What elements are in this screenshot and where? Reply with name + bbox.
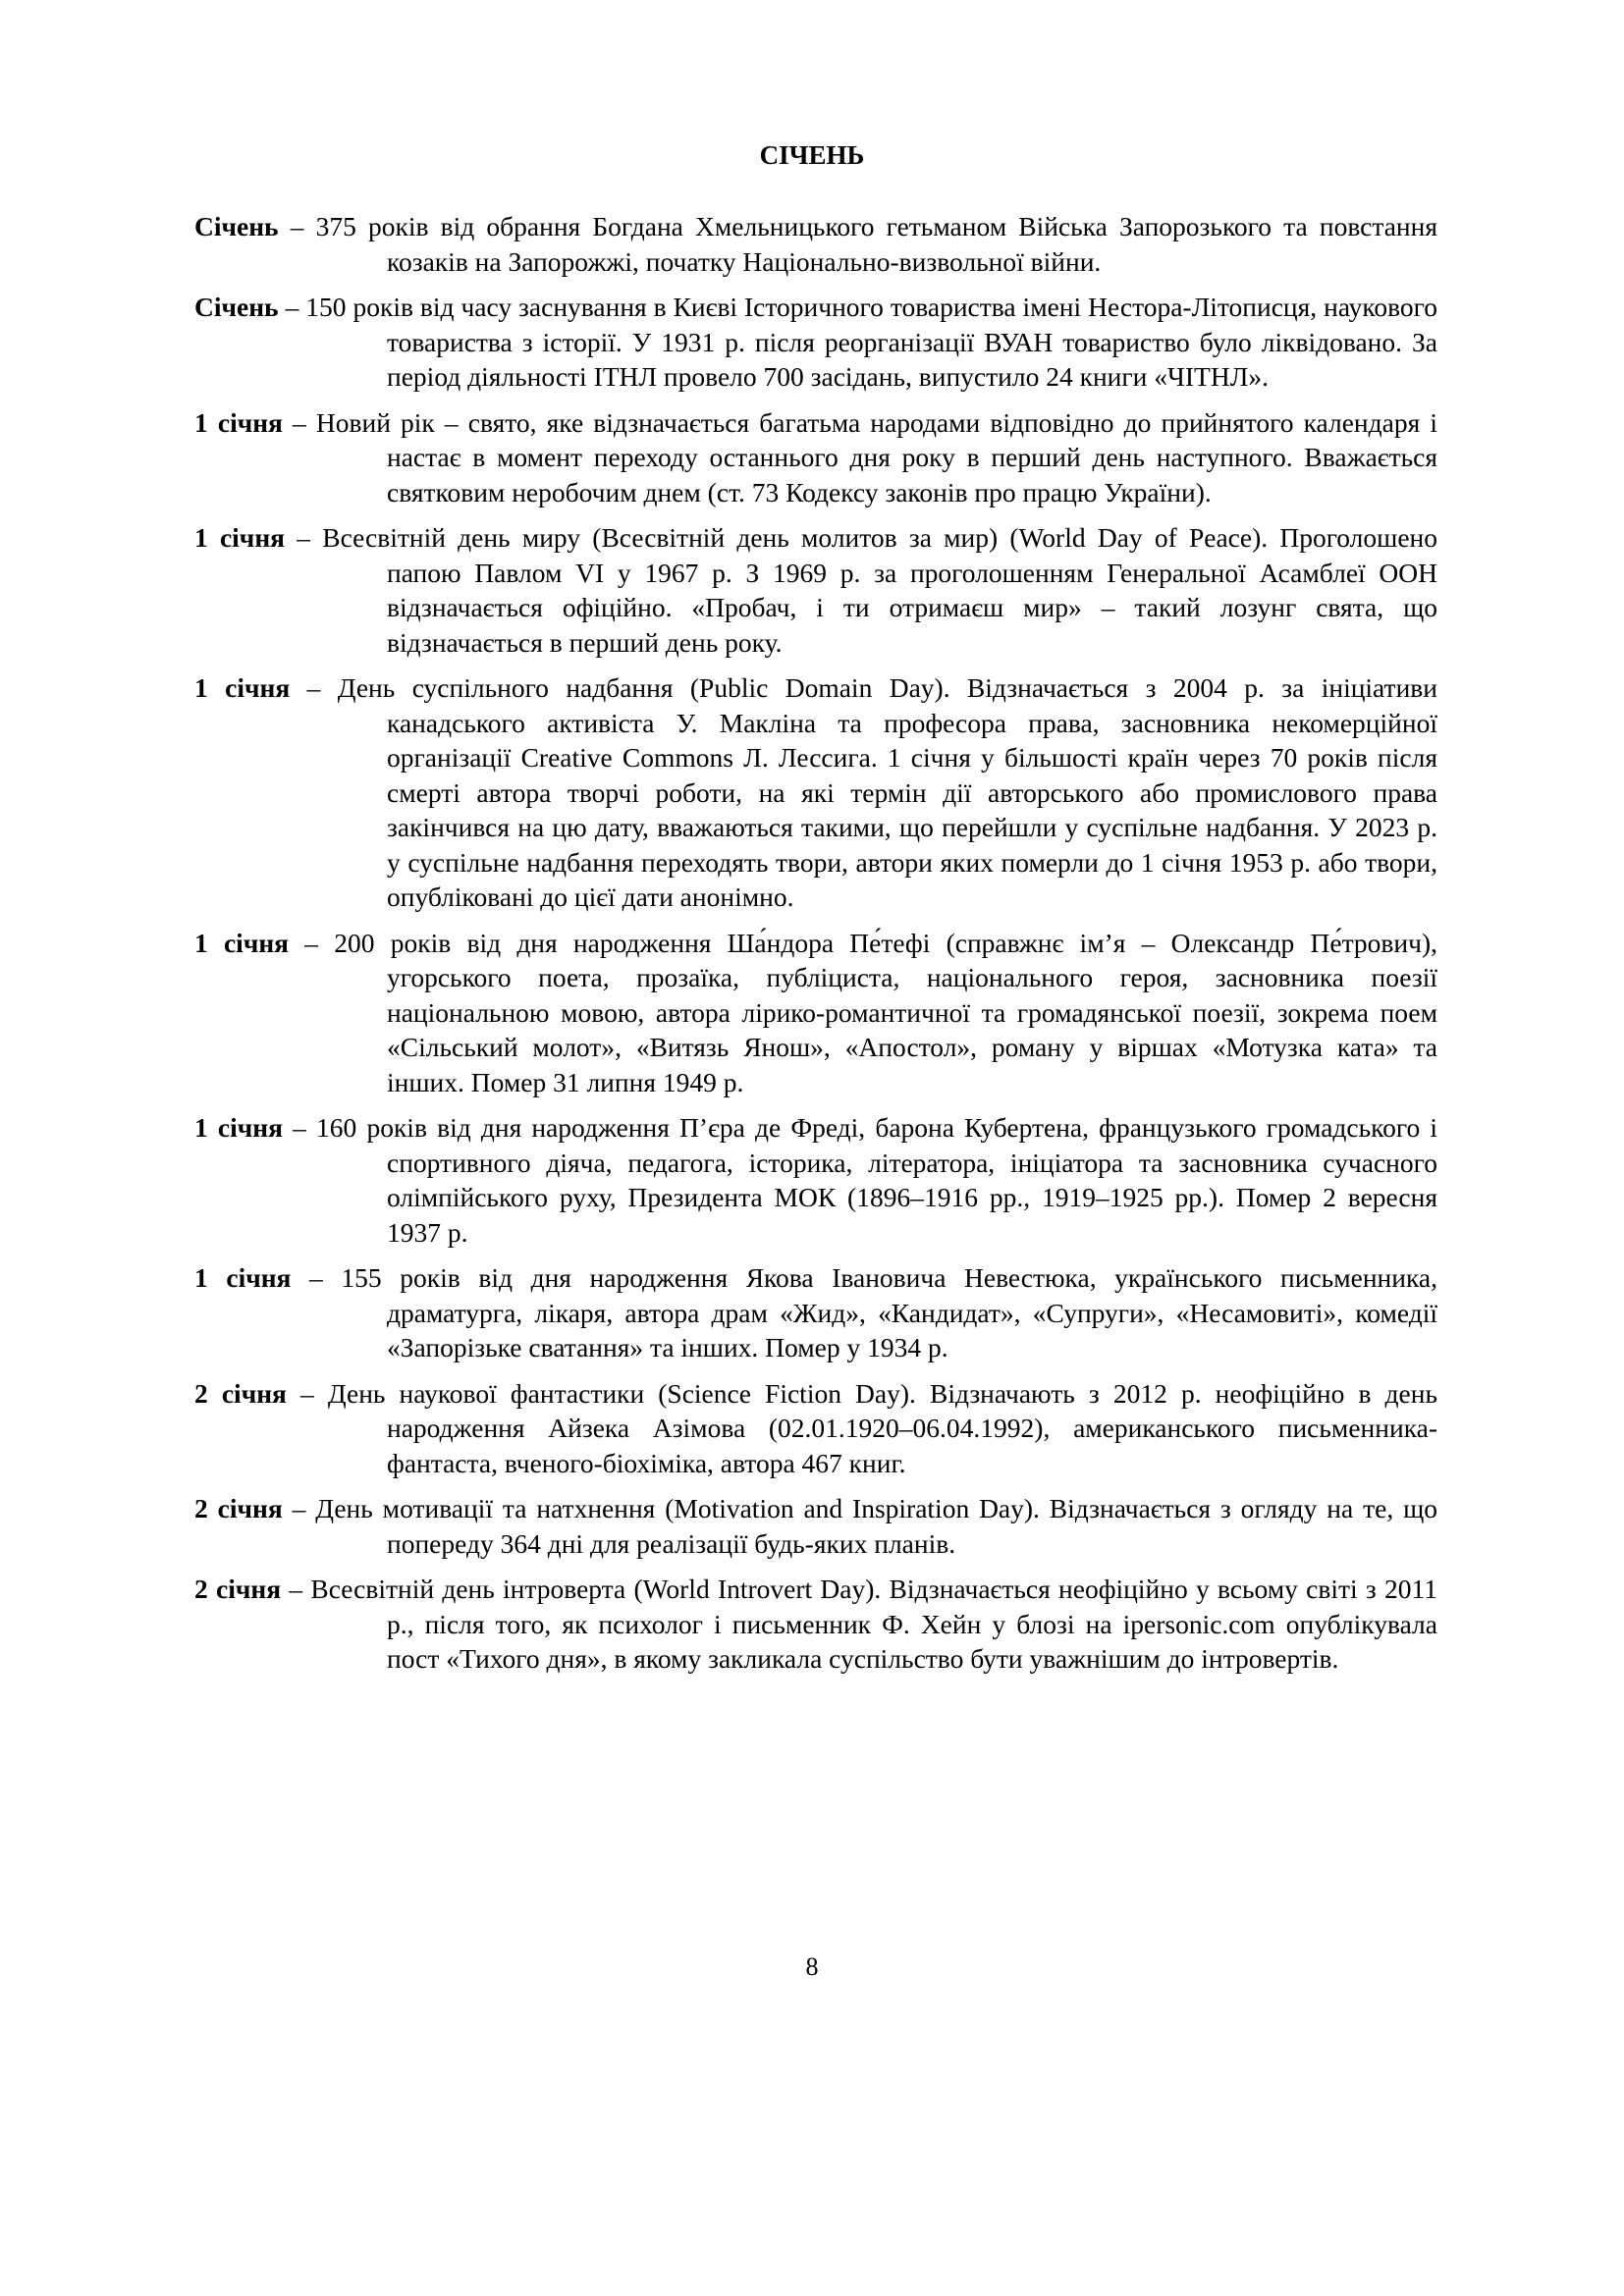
calendar-entry bbox=[194, 209, 1437, 279]
entry-date: 1 січня bbox=[194, 1112, 283, 1143]
entry-date: 2 січня bbox=[194, 1574, 282, 1604]
calendar-entries bbox=[194, 209, 1437, 1687]
entry-text: – 375 років від обрання Богдана Хмельницького гетьманом Війська Запорозького та повстання козаків на Запорожжі, початку Національно-визвольної війни. bbox=[290, 211, 1437, 277]
entry-date: 1 січня bbox=[194, 522, 286, 553]
calendar-entry bbox=[194, 405, 1437, 510]
entry-date: Січень bbox=[194, 292, 279, 322]
entry-date: 1 січня bbox=[194, 406, 283, 438]
calendar-entry bbox=[194, 1110, 1437, 1250]
calendar-entry bbox=[194, 1572, 1437, 1677]
entry-date: 2 січня bbox=[194, 1493, 283, 1523]
entry-text: – 150 років від часу заснування в Києві Історичного товариства імені Нестора-Літописця, наукового товариства з історії. У 1931 р. після реорганізації ВУАН товариство було ліквідовано. За період діяльності ІТНЛ провело 700 засідань, випустило 24 книги «ЧІТНЛ». bbox=[285, 292, 1437, 392]
entry-date: 1 січня bbox=[194, 927, 290, 958]
entry-text: – Всесвітній день миру (Всесвітній день молитов за мир) (World Day of Peace). Проголошено папою Павлом VI у 1967 р. З 1969 р. за проголошенням Генеральної Асамблеї ООН відзначається офіційно. «Пробач, і ти отримаєш мир» – такий лозунг свята, що відзначається в перший день року. bbox=[297, 522, 1437, 658]
entry-date: 1 січня bbox=[194, 1262, 292, 1293]
entry-text: – День мотивації та натхнення (Motivation and Inspiration Day). Відзначається з огляду на те, що попереду 364 дні для реалізації будь-яких планів. bbox=[292, 1493, 1438, 1559]
entry-date: Січень bbox=[194, 211, 279, 241]
entry-text: – Новий рік – свято, яке відзначається багатьма народами відповідно до прийнятого календаря і настає в момент переходу останнього дня року в перший день наступного. Вважається святковим неробочим днем (ст. 73 Кодексу законів про працю України). bbox=[293, 406, 1437, 507]
calendar-entry bbox=[194, 1376, 1437, 1481]
entry-text: – День суспільного надбання (Public Domain Day). Відзначається з 2004 р. за ініціативи канадського активіста У. Макліна та професора права, засновника некомерційної організації Creative Commons Л. Лессига. 1 січня у більшості країн через 70 років після смерті автора творчі роботи, на які термін дії авторського або промислового права закінчився на цю дату, вважаються такими, що перейшли у суспільне надбання. У 2023 р. у суспільне надбання переходять твори, автори яких померли до 1 січня 1953 р. або твори, опубліковані до цієї дати анонімно. bbox=[306, 672, 1437, 912]
entry-text: – 155 років від дня народження Якова Івановича Невестюка, українського письменника, драматурга, лікаря, автора драм «Жид», «Кандидат», «Супруги», «Несамовиті», комедії «Запорізьке сватання» та інших. Помер у 1934 р. bbox=[309, 1262, 1437, 1362]
calendar-entry bbox=[194, 670, 1437, 915]
page-number: 8 bbox=[805, 1952, 819, 1981]
calendar-entry bbox=[194, 1491, 1437, 1561]
entry-text: – Всесвітній день інтроверта (World Introvert Day). Відзначається неофіційно у всьому світі з 2011 р., після того, як психолог і письменник Ф. Хейн у блозі на ipersonic.com опублікувала пост «Тихого дня», в якому закликала суспільство бути уважнішим до інтровертів. bbox=[289, 1574, 1438, 1674]
calendar-entry bbox=[194, 520, 1437, 660]
entry-date: 1 січня bbox=[194, 672, 291, 703]
calendar-entry bbox=[194, 1260, 1437, 1365]
calendar-entry bbox=[194, 290, 1437, 395]
entry-text: – День наукової фантастики (Science Fiction Day). Відзначають з 2012 р. неофіційно в день народження Айзека Азімова (02.01.1920–06.04.1992), американського письменника-фантаста, вченого-біохіміка, автора 467 книг. bbox=[300, 1377, 1437, 1478]
calendar-entry bbox=[194, 926, 1437, 1100]
entry-text: – 200 років від дня народження Ша́ндора Пе́тефі (справжнє ім’я – Олександр Пе́трович), угорського поета, прозаїка, публіциста, національного героя, засновника поезії національною мовою, автора лірико-романтичної та громадянської поезії, зокрема поем «Сільський молот», «Витязь Янош», «Апостол», роману у віршах «Мотузка ката» та інших. Помер 31 липня 1949 р. bbox=[304, 927, 1437, 1097]
entry-text: – 160 років від дня народження П’єра де Фреді, барона Кубертена, французького громадського і спортивного діяча, педагога, історика, літератора, ініціатора та засновника сучасного олімпійського руху, Президента МОК (1896–1916 рр., 1919–1925 рр.). Помер 2 вересня 1937 р. bbox=[293, 1112, 1437, 1248]
page-title: СІЧЕНЬ bbox=[759, 140, 865, 170]
entry-date: 2 січня bbox=[194, 1377, 287, 1409]
